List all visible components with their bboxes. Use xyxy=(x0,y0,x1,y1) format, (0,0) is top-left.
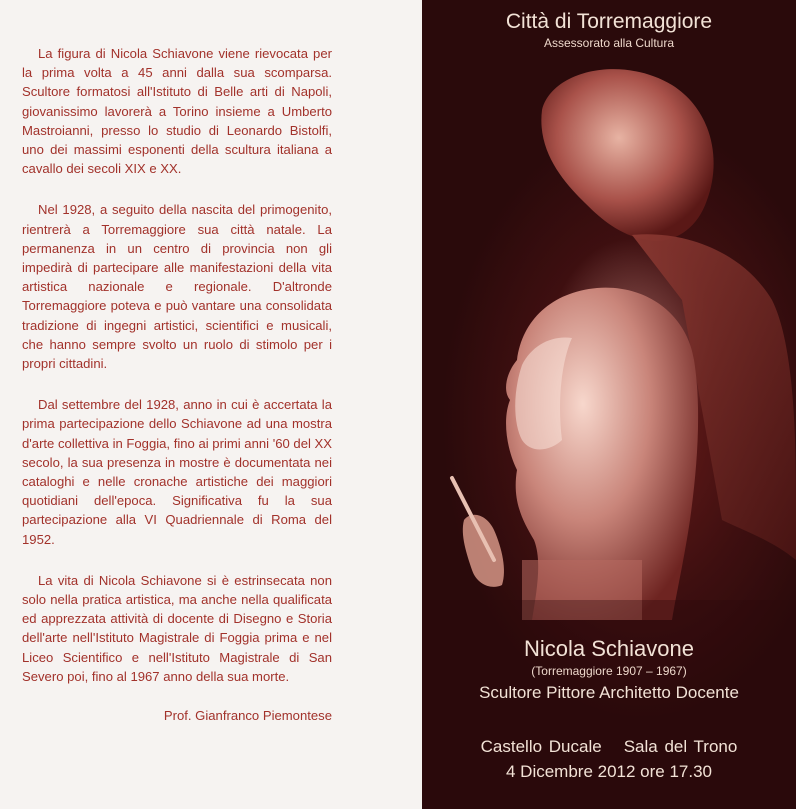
cover-panel xyxy=(422,0,796,809)
artist-name: Nicola Schiavone xyxy=(524,636,694,661)
city-title: Città di Torremaggiore xyxy=(505,10,713,33)
venue-location: Castello Ducale xyxy=(480,737,602,756)
event-datetime: 4 Dicembre 2012 ore 17.30 xyxy=(505,762,713,781)
event-venue xyxy=(422,737,796,757)
artist-head-shape xyxy=(541,69,713,241)
artist-dates: (Torremaggiore 1907 – 1967) xyxy=(531,664,687,678)
department-subtitle: Assessorato alla Cultura xyxy=(543,36,675,50)
paragraph-4: La vita di Nicola Schiavone si è estrinsecata non solo nella pratica artistica, ma anche nella qualificata ed apprezzata attività di docente di Disegno e Storia dell'arte nell'Istituto Magistrale di Foggia prima e nel Liceo Scientifico e nell'Istituto Magistrale di San Severo poi, fino al 1967 anno della sua morte. xyxy=(22,572,332,684)
venue-room: Sala del Trono xyxy=(623,737,738,756)
artist-hand-shape xyxy=(463,515,504,587)
paragraph-2: Nel 1928, a seguito della nascita del primogenito, rientrerà a Torremaggiore sua città natale. La permanenza in un centro di provincia non gli impedirà di partecipare alle manifestazioni della vita artistica nazionale e regionale. D'altronde Torremaggiore poteva e può vantare una consolidata tradizione di ingegni artistici, scientifici e musicali, che hanno sempre svolto un ruolo di stimolo per i propri cittadini. xyxy=(22,202,332,372)
author-signature: Prof. Gianfranco Piemontese xyxy=(163,708,332,724)
paragraph-1: La figura di Nicola Schiavone viene rievocata per la prima volta a 45 anni dalla sua scomparsa. Scultore formatosi all'Istituto di Belle arti di Napoli, giovanissimo lavorerà a Torino insieme a Umberto Mastroianni, presso lo studio di Leonardo Bistolfi, uno dei massimi esponenti della scultura italiana a cavallo dei secoli XIX e XX. xyxy=(22,46,332,177)
artist-roles: Scultore Pittore Architetto Docente xyxy=(479,683,739,702)
biography-text xyxy=(22,44,332,747)
paragraph-3: Dal settembre del 1928, anno in cui è accertata la prima partecipazione dello Schiavone ad una mostra d'arte collettiva in Foggia, fino ai primi anni '60 del XX secolo, la sua presenza in mostre è documentata nei cataloghi e nelle cronache artistiche dei maggiori quotidiani dell'epoca. Significativa fu la sua partecipazione alla VI Quadriennale di Roma del 1952. xyxy=(22,397,332,547)
